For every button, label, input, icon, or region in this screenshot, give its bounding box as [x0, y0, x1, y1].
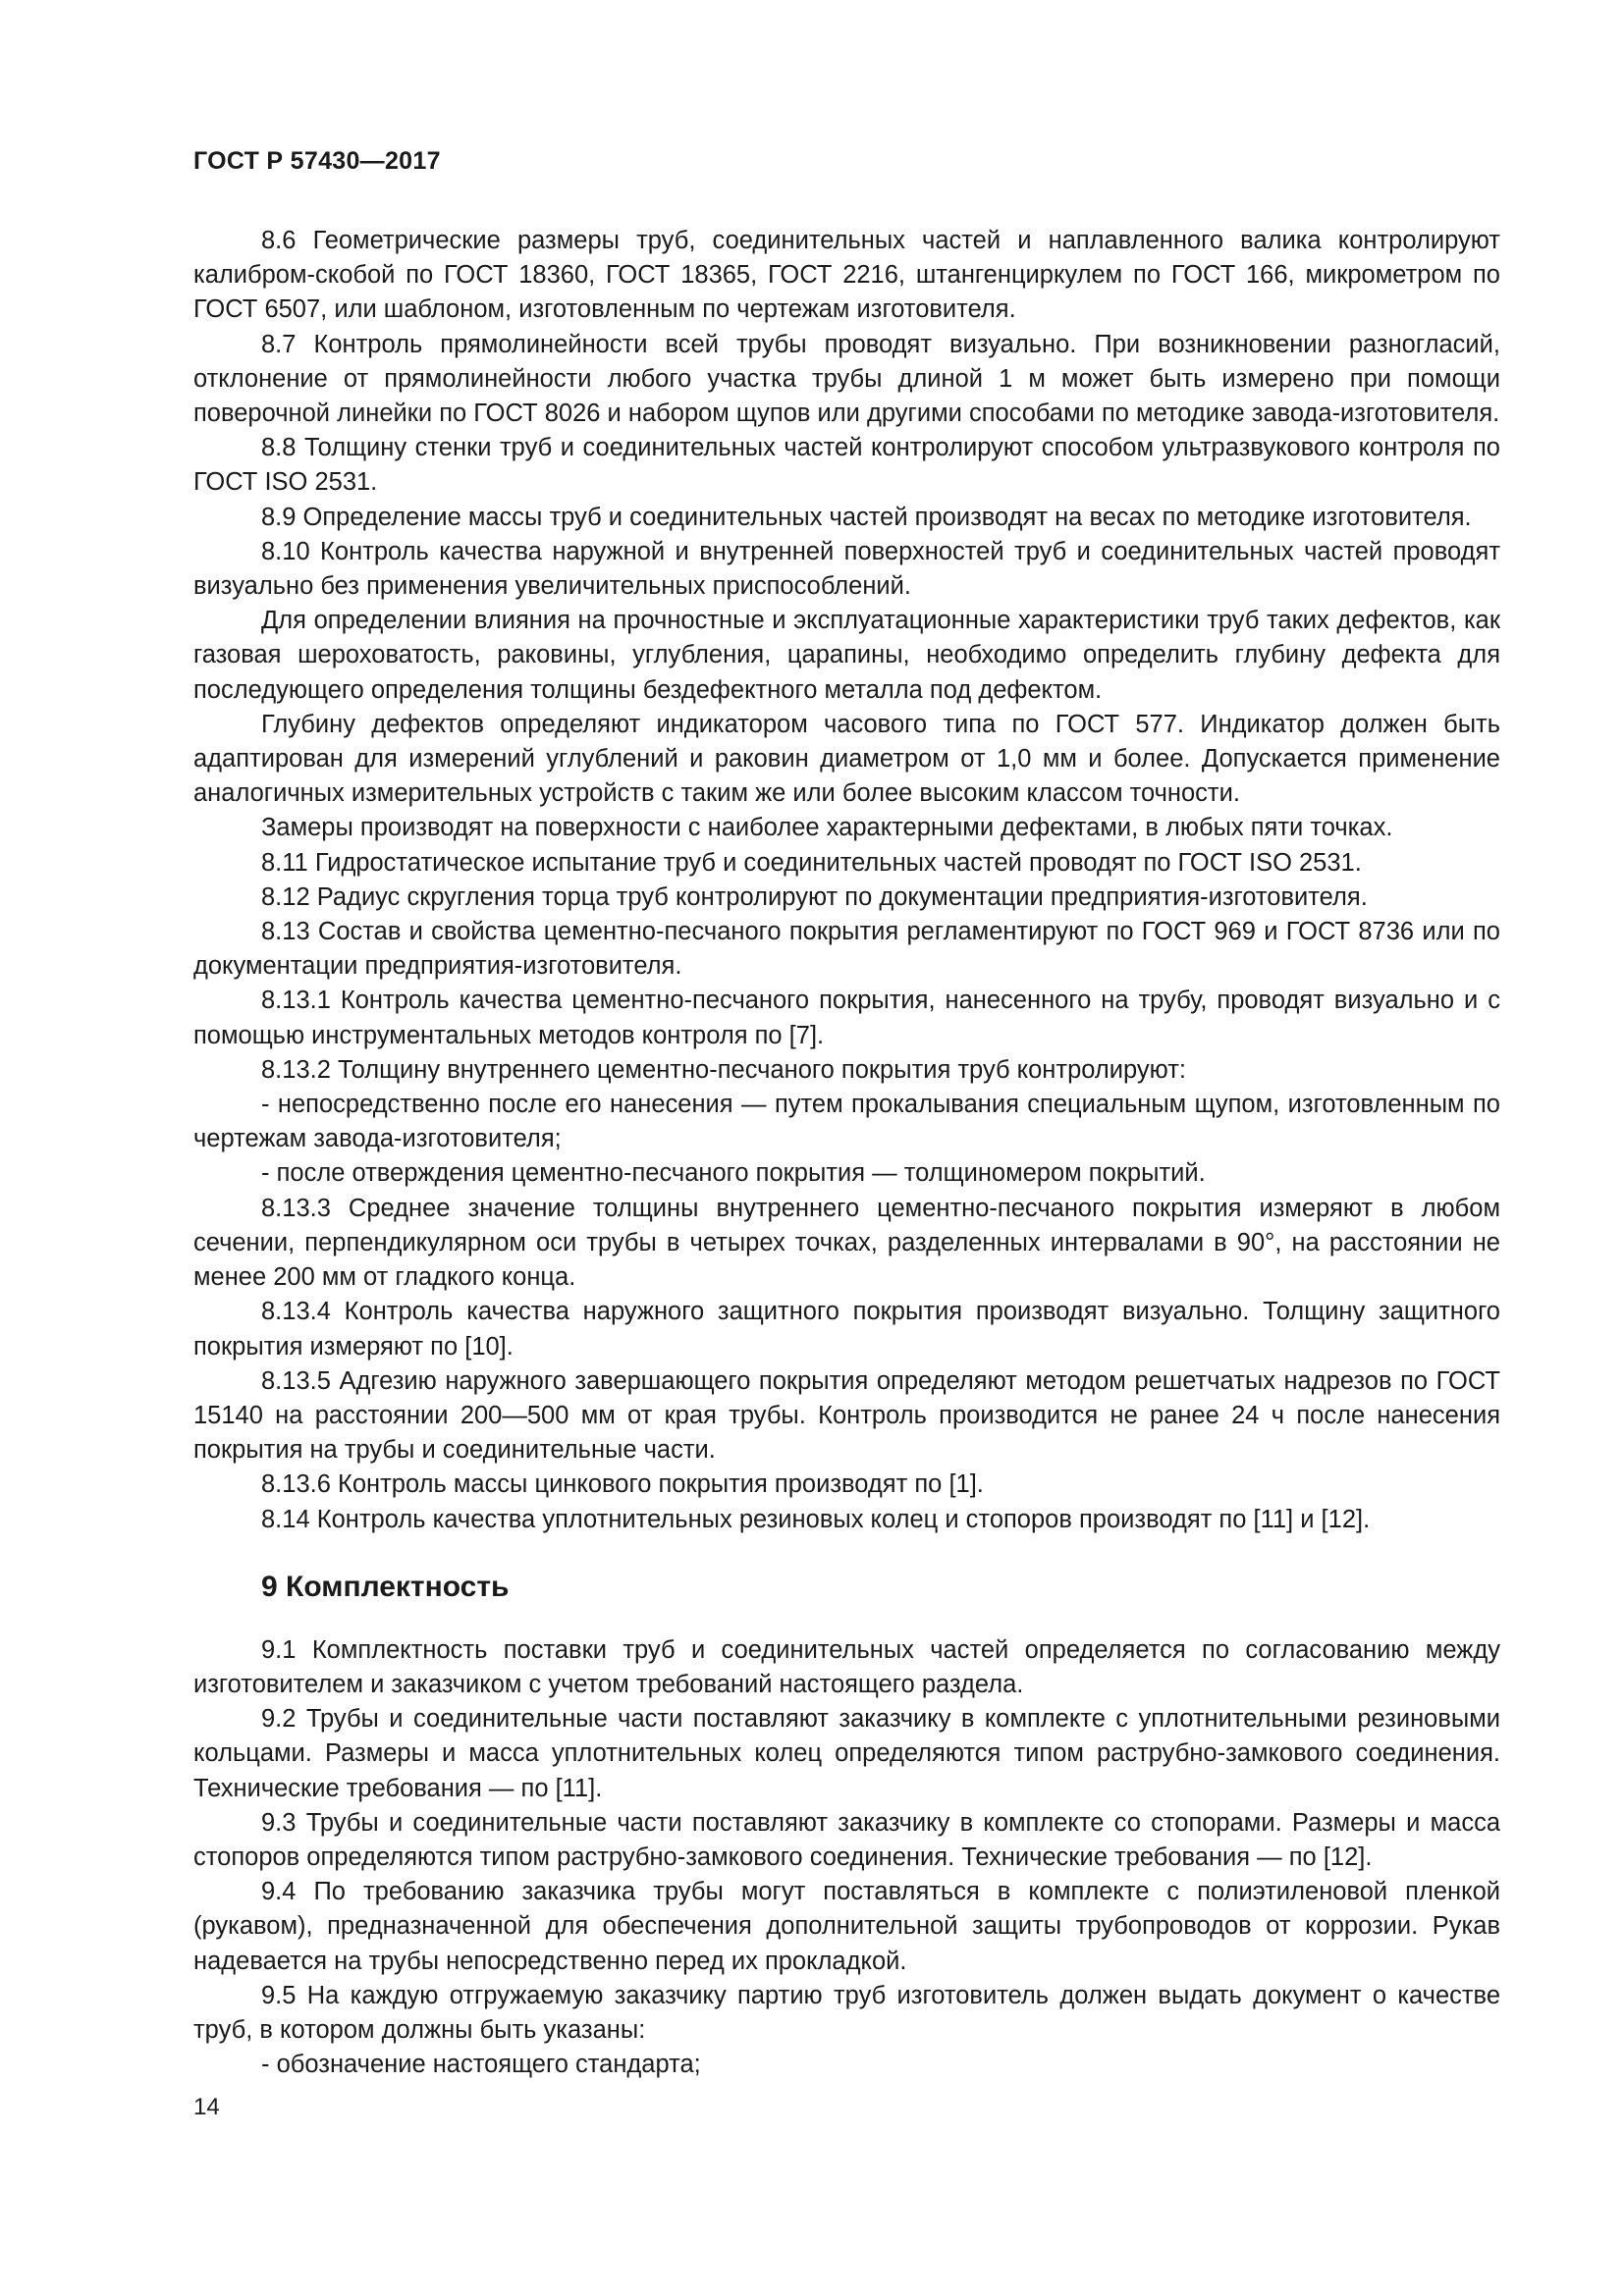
- document-body: [193, 224, 1500, 2082]
- clause-8-10: 8.10 Контроль качества наружной и внутренней поверхностей труб и соединительных частей проводят визуально без применения увеличительных приспособлений.: [193, 537, 1500, 601]
- clause-8-10-defects: Для определении влияния на прочностные и эксплуатационные характеристики труб таких дефектов, как газовая шероховатость, раковины, углубления, царапины, необходимо определить глубину дефекта для последующего определения толщины бездефектного металла под дефектом.: [193, 607, 1500, 704]
- clause-8-13-2: 8.13.2 Толщину внутреннего цементно-песчаного покрытия труб контролируют:: [261, 1055, 1186, 1084]
- clause-8-13-1: 8.13.1 Контроль качества цементно-песчаного покрытия, нанесенного на трубу, проводят визуально и с помощью инструментальных методов контроля по [7].: [193, 987, 1500, 1049]
- clause-8-13-4: 8.13.4 Контроль качества наружного защитного покрытия производят визуально. Толщину защитного покрытия измеряют по [10].: [193, 1298, 1500, 1361]
- section-9-title: 9 Комплектность: [261, 1570, 510, 1603]
- clause-9-4: 9.4 По требованию заказчика трубы могут поставляться в комплекте с полиэтиленовой пленкой (рукавом), предназначенной для обеспечения дополнительной защиты трубопроводов от коррозии. Рукав надевается на трубы непосредственно перед их прокладкой.: [193, 1878, 1500, 1975]
- clause-9-5: 9.5 На каждую отгружаемую заказчику партию труб изготовитель должен выдать документ о качестве труб, в котором должны быть указаны:: [193, 1981, 1500, 2044]
- clause-8-8: 8.8 Толщину стенки труб и соединительных частей контролируют способом ультразвукового контроля по ГОСТ ISO 2531.: [193, 434, 1500, 497]
- clause-8-13-5: 8.13.5 Адгезию наружного завершающего покрытия определяют методом решетчатых надрезов по ГОСТ 15140 на расстоянии 200—500 мм от края трубы. Контроль производится не ранее 24 ч после нанесения покрытия на трубы и соединительные части.: [193, 1366, 1500, 1465]
- clause-8-10-depth: Глубину дефектов определяют индикатором часового типа по ГОСТ 577. Индикатор должен быть адаптирован для измерений углублений и раковин диаметром от 1,0 мм и более. Допускается применение аналогичных измерительных устройств с таким же или более высоким классом точности.: [193, 710, 1500, 808]
- clause-8-11: 8.11 Гидростатическое испытание труб и соединительных частей проводят по ГОСТ ISO 2531.: [261, 848, 1362, 877]
- clause-8-13-6: 8.13.6 Контроль массы цинкового покрытия производят по [1].: [261, 1470, 984, 1499]
- clause-9-2: 9.2 Трубы и соединительные части поставляют заказчику в комплекте с уплотнительными резиновыми кольцами. Размеры и масса уплотнительных колец определяются типом раструбно-замкового соединения. Технические требования — по [11].: [193, 1705, 1500, 1802]
- clause-9-3: 9.3 Трубы и соединительные части поставляют заказчику в комплекте со стопорами. Размеры и масса стопоров определяются типом раструбно-замкового соединения. Технические требования — по [12].: [193, 1808, 1500, 1871]
- clause-8-10-measurements: Замеры производят на поверхности с наиболее характерными дефектами, в любых пяти точках.: [261, 814, 1393, 842]
- clause-8-13-2-item-2: - после отверждения цементно-песчаного покрытия — толщиномером покрытий.: [261, 1159, 1206, 1188]
- clause-8-9: 8.9 Определение массы труб и соединительных частей производят на весах по методике изготовителя.: [261, 503, 1472, 531]
- clause-8-12: 8.12 Радиус скругления торца труб контролируют по документации предприятия-изготовителя.: [261, 882, 1368, 911]
- clause-8-13: 8.13 Состав и свойства цементно-песчаного покрытия регламентируют по ГОСТ 969 и ГОСТ 8736 или по документации предприятия-изготовителя.: [193, 918, 1500, 981]
- document-code-header: ГОСТ Р 57430—2017: [193, 147, 441, 175]
- clause-9-5-item-1: - обозначение настоящего стандарта;: [261, 2051, 701, 2079]
- clause-8-13-3: 8.13.3 Среднее значение толщины внутреннего цементно-песчаного покрытия измеряют в любом сечении, перпендикулярном оси трубы в четырех точках, разделенных интервалами в 90°, на расстоянии не менее 200 мм от гладкого конца.: [193, 1194, 1500, 1292]
- clause-9-1: 9.1 Комплектность поставки труб и соединительных частей определяется по согласованию между изготовителем и заказчиком с учетом требований настоящего раздела.: [193, 1635, 1500, 1698]
- clause-8-13-2-item-1: - непосредственно после его нанесения — путем прокалывания специальным щупом, изготовленным по чертежам завода-изготовителя;: [193, 1091, 1500, 1153]
- page-number: 14: [193, 2094, 220, 2120]
- clause-8-6: 8.6 Геометрические размеры труб, соединительных частей и наплавленного валика контролируют калибром-скобой по ГОСТ 18360, ГОСТ 18365, ГОСТ 2216, штангенциркулем по ГОСТ 166, микрометром по ГОСТ 6507, или шаблоном, изготовленным по чертежам изготовителя.: [193, 227, 1500, 324]
- clause-8-14: 8.14 Контроль качества уплотнительных резиновых колец и стопоров производят по [11] и [12].: [261, 1505, 1371, 1533]
- clause-8-7: 8.7 Контроль прямолинейности всей трубы проводят визуально. При возникновении разногласий, отклонение от прямолинейности любого участка трубы длиной 1 м может быть измерено при помощи поверочной линейки по ГОСТ 8026 и набором щупов или другими способами по методике завода-изготовителя.: [193, 330, 1500, 428]
